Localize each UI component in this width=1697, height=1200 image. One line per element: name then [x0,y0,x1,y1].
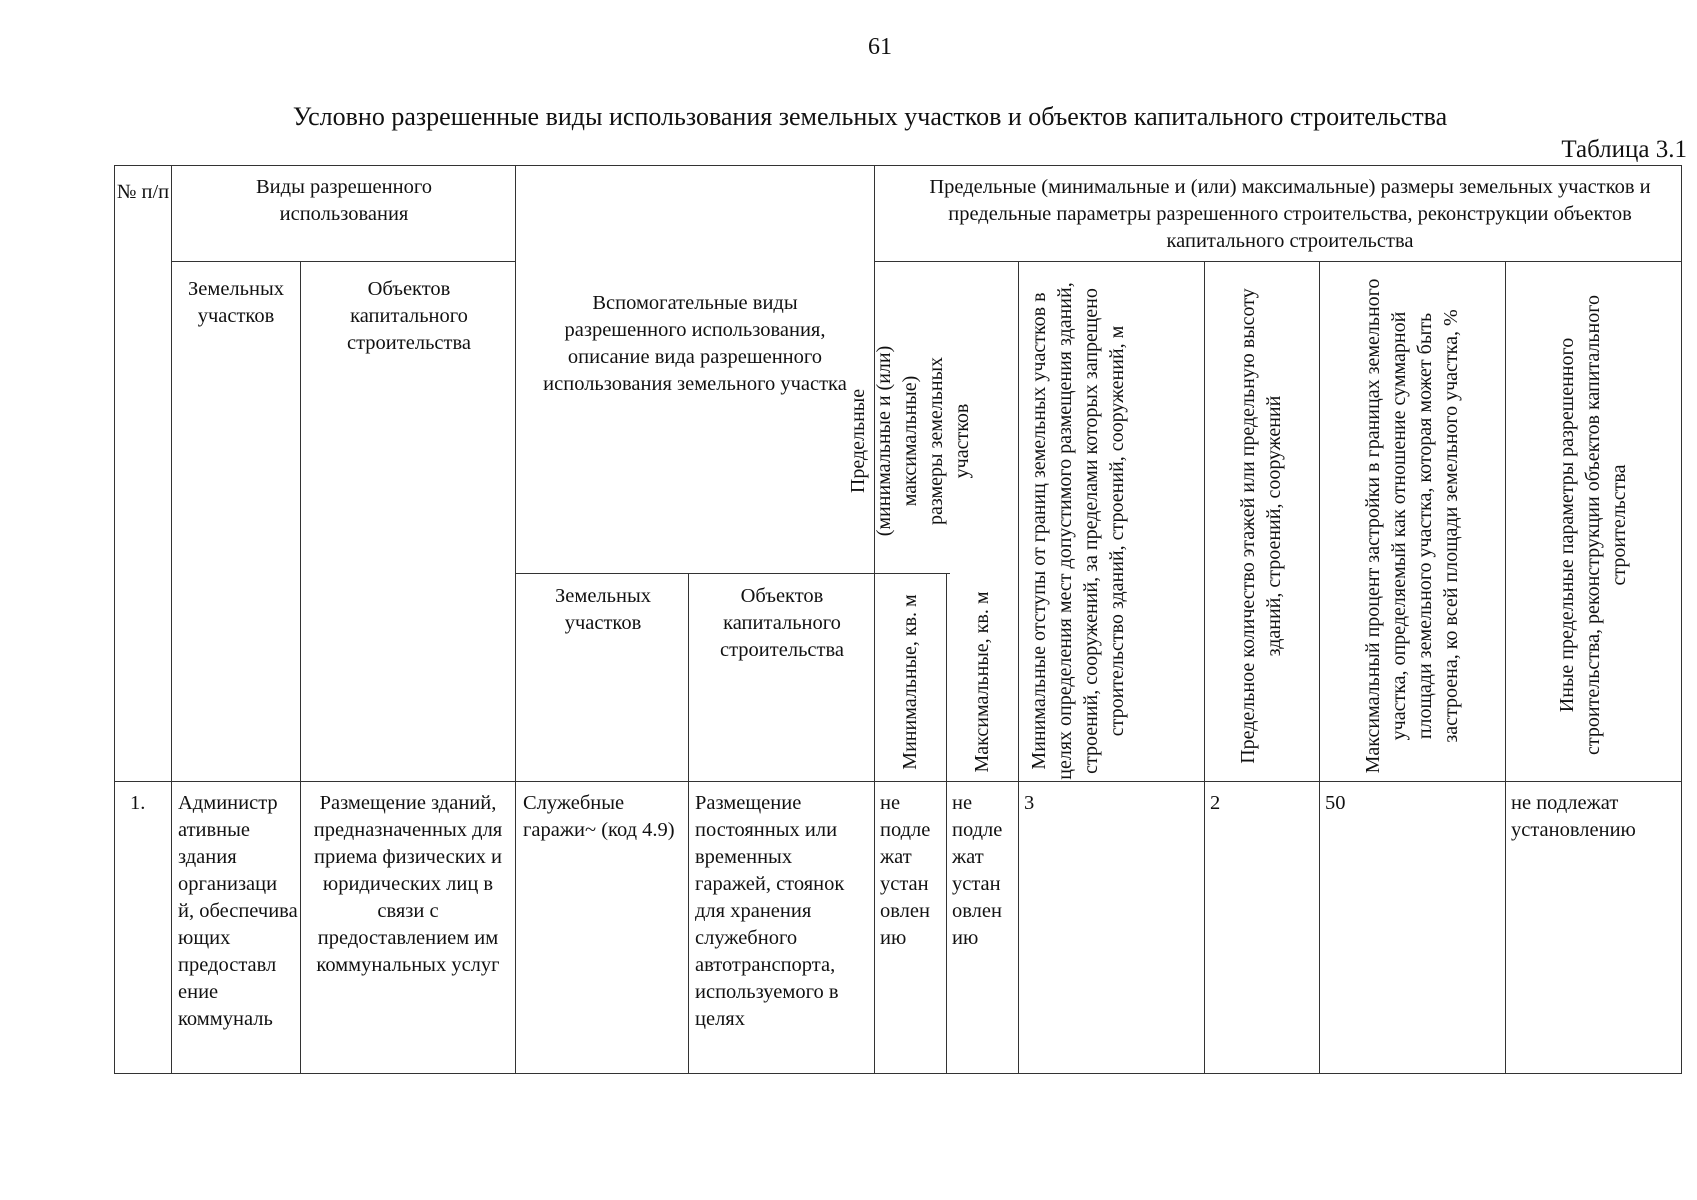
page-number: 61 [868,34,892,60]
header-auxiliary-uses: Вспомогательные виды разрешенного использования, описание вида разрешенного использования земельного участка [543,292,847,395]
header-setbacks: Минимальные отступы от границ земельных участков в целях определения мест допустимого размещения зданий, строений, сооружений, за пределами которых запрещено строительство зданий, строений, сооружений, м [1028,282,1128,780]
header-max: Максимальные, кв. м [971,591,993,773]
row-capital-objects: Размещение зданий, предназначенных для приема физических и юридических лиц в связи с предоставлением им коммунальных услуг [313,792,503,976]
header-permitted-uses: Виды разрешенного использования [256,176,432,225]
header-floors: Предельное количество этажей или предельную высоту зданий, строений, сооружений [1237,288,1285,764]
row-land-plots: Администр ативные здания организаци й, обеспечива ющих предоставл ение коммуналь [178,792,298,1030]
row-number: 1. [130,792,146,814]
row-other: не подлежат установлению [1511,792,1636,841]
row-aux-land-plots: Служебные гаражи~ (код 4.9) [523,792,675,841]
header-aux-land-plots: Земельных участков [554,585,651,634]
header-min: Минимальные, кв. м [899,594,921,770]
header-aux-capital-objects: Объектов капитального строительства [720,585,844,661]
header-land-plots: Земельных участков [187,278,284,327]
header-coverage: Максимальный процент застройки в границах земельного участка, определяемый как отношение суммарной площади земельного участка, которая может быть застроена, ко всей площади земельного участка, % [1362,278,1462,774]
row-floors: 2 [1210,792,1221,814]
row-coverage: 50 [1325,792,1346,814]
row-setbacks: 3 [1024,792,1035,814]
row-min: не подле жат устан овлен ию [880,792,931,949]
header-plot-sizes: Предельные (минимальные и (или) максимальные) размеры земельных участков [847,345,973,537]
header-number: № п/п [116,181,170,203]
row-aux-capital-objects: Размещение постоянных или временных гаражей, стоянок для хранения служебного автотранспорта, используемого в целях [695,792,845,1030]
row-max: не подле жат устан овлен ию [952,792,1003,949]
table-caption: Таблица 3.1 [1561,136,1687,163]
header-limits: Предельные (минимальные и (или) максимальные) размеры земельных участков и предельные параметры разрешенного строительства, реконструкции объектов капитального строительства [929,176,1651,252]
header-capital-objects: Объектов капитального строительства [347,278,471,354]
document-title: Условно разрешенные виды использования земельных участков и объектов капитального строительства [292,102,1448,131]
header-other: Иные предельные параметры разрешенного строительства, реконструкции объектов капитального строительства [1556,295,1630,755]
